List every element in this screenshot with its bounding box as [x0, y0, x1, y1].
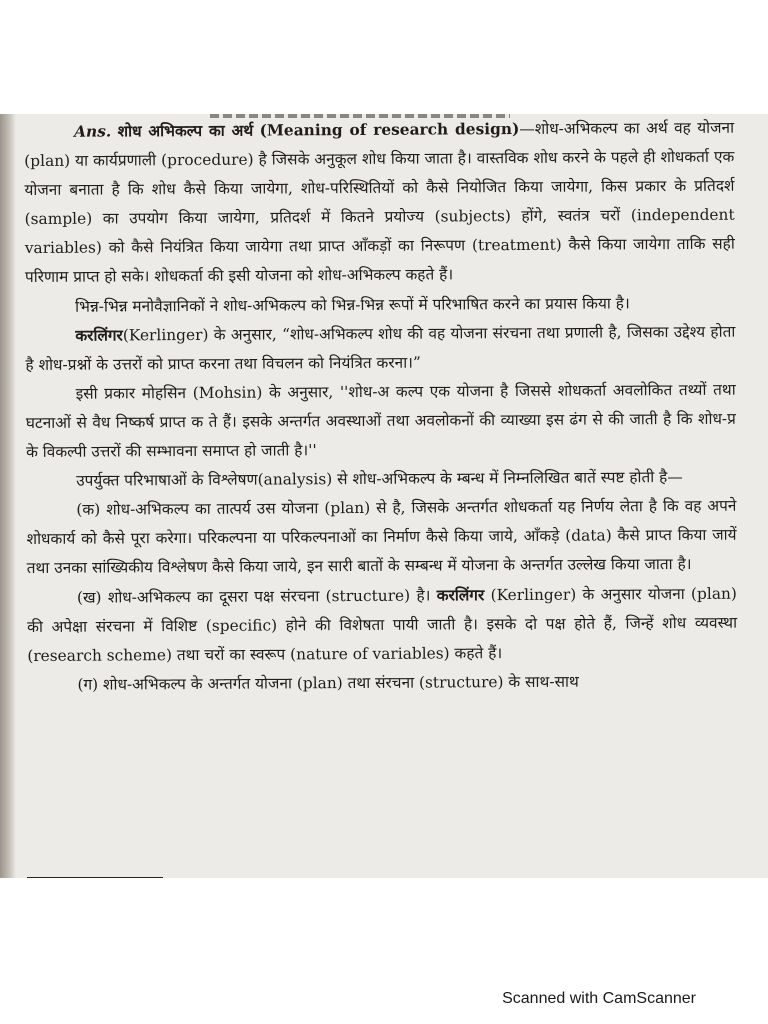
ans-label: Ans.: [74, 122, 112, 141]
page-body: [24, 114, 738, 700]
point-ka: (क) शोध-अभिकल्प का तात्पर्य उस योजना (plan) से है, जिसके अन्तर्गत शोधकर्ता यह निर्णय लेता है कि वह अपने शोधकार्य को कैसे पूरा करेगा। परिकल्पना या परिकल्पनाओं का निर्माण कैसे किया जाये, आँकड़े (data) कैसे प्राप्त किया जायें तथा उनका सांख्यिकीय विश्लेषण कैसे किया जाये, इन सारी बातों के सम्बन्ध में योजना के अन्तर्गत उल्लेख किया जाता है।: [26, 496, 737, 578]
paragraph-definitions-intro: भिन्न-भिन्न मनोवैज्ञानिकों ने शोध-अभिकल्प को भिन्न-भिन्न रूपों में परिभाषित करने का प्रयास किया है।: [75, 293, 630, 316]
camscanner-watermark: Scanned with CamScanner: [502, 990, 696, 1007]
paragraph-mohsin: इसी प्रकार मोहसिन (Mohsin) के अनुसार, ''शोध-अ कल्प एक योजना है जिससे शोधकर्ता अवलोकित तथ्यों तथा घटनाओं से वैध निष्कर्ष प्राप्त क ते हैं। इसके अन्तर्गत अवस्थाओं तथा अवलोकनों की व्याख्या इस ढंग से की जाती है कि शोध-प्र के विकल्पी उत्तरों की सम्भावना समाप्त हो जाती है।'': [25, 380, 736, 462]
kerlinger-name: करलिंगर: [75, 326, 123, 345]
paragraph-analysis: उपर्युक्त परिभाषाओं के विश्लेषण(analysis) से शोध-अभिकल्प के म्बन्ध में निम्नलिखित बातें स्पष्ट होती है—: [76, 468, 683, 490]
page-binding-shadow: [0, 114, 16, 878]
footnote-rule: [27, 877, 163, 878]
scanned-page: [0, 114, 768, 878]
point-kha: [27, 579, 738, 671]
paragraph-kerlinger: [25, 317, 735, 380]
point-kha-kerlinger: करलिंगर: [436, 585, 485, 604]
section-heading-hindi: शोध अभिकल्प का अर्थ: [117, 121, 254, 141]
paragraph-meaning: [24, 114, 735, 293]
paragraph-text: —शोध-अभिकल्प का अर्थ वह योजना (plan) या कार्यप्रणाली (procedure) है जिसके अनुकूल शोध किया जाता है। वास्तविक शोध करने के पहले ही शोधकर्ता एक योजना बनाता है कि शोध कैसे किया जायेगा, शोध-परिस्थितियों को कैसे नियोजित किया जायेगा, किस प्रकार के प्रतिदर्श (sample) का उपयोग किया जायेगा, प्रतिदर्श में कितने प्रयोज्य (subjects) होंगे, स्वतंत्र चरों (independent variables) को कैसे नियंत्रित किया जायेगा तथा प्राप्त आँकड़ों का निरूपण (treatment) कैसे किया जायेगा ताकि सही परिणाम प्राप्त हो सके। शोधकर्ता की इसी योजना को शोध-अभिकल्प कहते हैं।: [24, 118, 735, 287]
section-heading-english: (Meaning of research design): [259, 119, 520, 140]
point-kha-text-a: (ख) शोध-अभिकल्प का दूसरा पक्ष संरचना (structure) है।: [76, 586, 431, 607]
kerlinger-quote: (Kerlinger) के अनुसार, “शोध-अभिकल्प शोध की वह योजना संरचना तथा प्रणाली है, जिसका उद्देश्य होता है शोध-प्रश्नों के उत्तरों को प्राप्त करना तथा विचलन को नियंत्रित करना।”: [25, 322, 736, 374]
point-ga: (ग) शोध-अभिकल्प के अन्तर्गत योजना (plan) तथा संरचना (structure) के साथ-साथ: [77, 672, 579, 694]
point-kha-text-b: (Kerlinger) के अनुसार योजना (plan) की अपेक्षा संरचना में विशिष्ट (specific) होने की विशेषता पायी जाती है। इसके दो पक्ष होते हैं, जिन्हें शोध व्यवस्था (research scheme) तथा चरों का स्वरूप (nature of variables) कहते हैं।: [27, 584, 738, 665]
